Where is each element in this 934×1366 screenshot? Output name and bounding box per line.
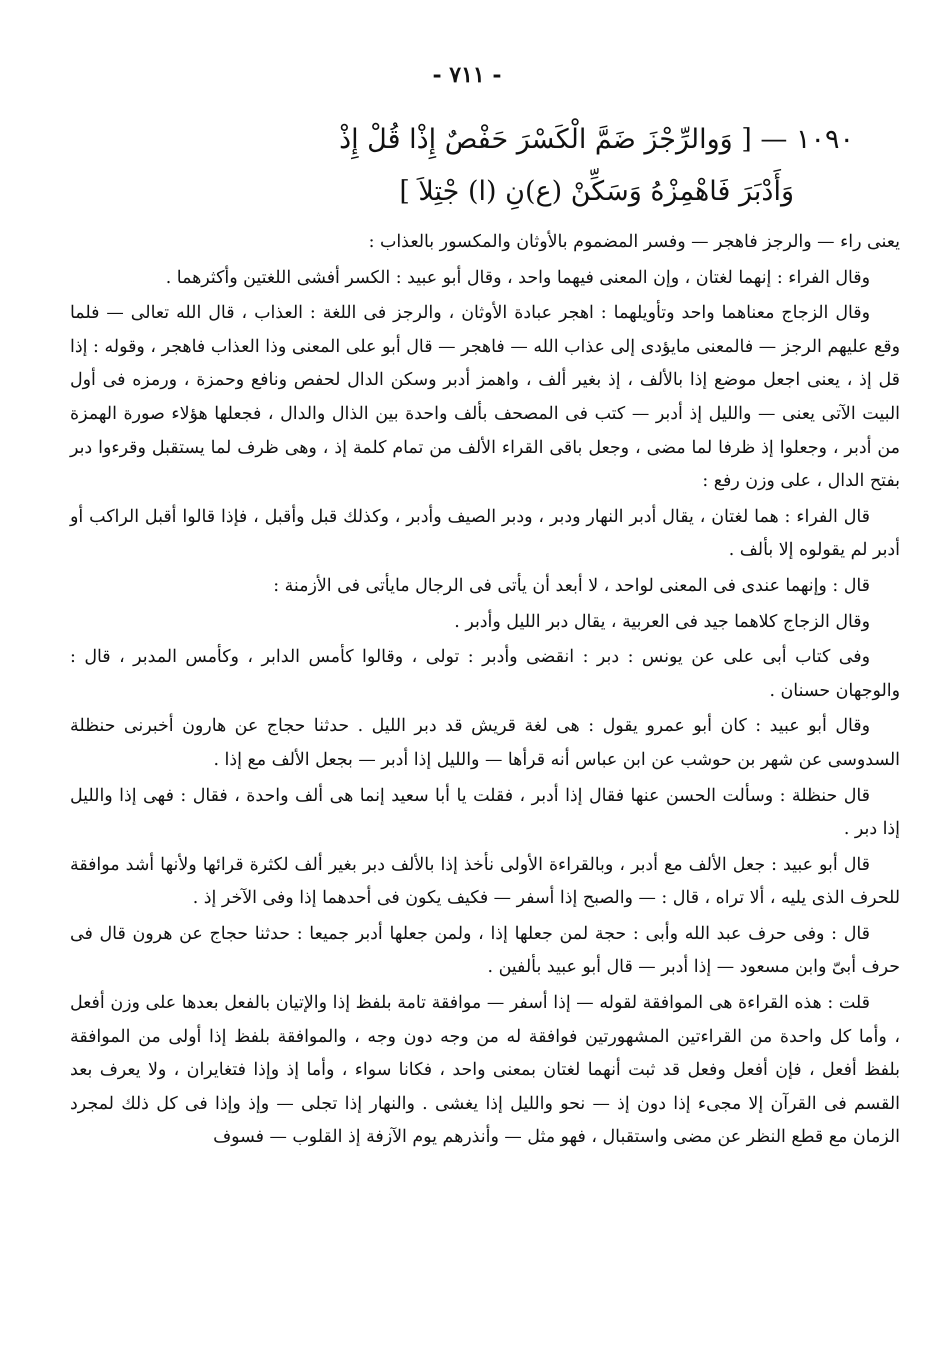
- paragraph: قال الفراء : هما لغتان ، يقال أدبر النهار ودبر ، ودبر الصيف وأدبر ، وكذلك قبل وأقبل ، فإذا قالوا أقبل الراكب أو أدبر لم يقولوه إلا بألف .: [70, 506, 900, 561]
- paragraph: يعنى راء — والرجز فاهجر — وفسر المضموم بالأوثان والمكسور بالعذاب :: [368, 232, 900, 252]
- paragraph: وقال الزجاج معناهما واحد وتأويلهما : اهجر عبادة الأوثان ، والرجز فى اللغة : العذاب ، قال الله تعالى — فلما وقع عليهم الرجز — فالمعنى مايؤدى إلى عذاب الله — فاهجر — قال أبو على المعنى وذا العذاب فاهجر ، وقوله : إذا قل إذ ، يعنى اجعل موضع إذا بالألف ، إذ بغير ألف ، واهمز أدبر وسكن الدال لحفص ونافع وحمزة ، ورمزه فى أول البيت الآتى يعنى — والليل إذ أدبر — كتب فى المصحف بألف واحدة بين الذال والدال ، فجعلها هؤلاء صورة الهمزة من أدبر ، وجعلوا إذ ظرفا لما مضى ، وجعل باقى القراء الألف من تمام كلمة إذ ، وهى ظرف لما يستقبل وقرءوا دبر بفتح الدال ، على وزن رفع :: [70, 303, 900, 492]
- paragraph: وقال الزجاج كلاهما جيد فى العربية ، يقال دبر الليل وأدبر .: [454, 611, 870, 632]
- paragraph: قال أبو عبيد : جعل الألف مع أدبر ، وبالقراءة الأولى نأخذ إذا بالألف دبر بغير ألف لكثرة قرائها ولأنها أشد موافقة للحرف الذى يليه ، ألا تراه ، قال : — والصبح إذا أسفر — فكيف يكون فى أحدهما إذا وفى الآخر إذ .: [70, 854, 900, 909]
- paragraph: قال : وإنهما عندى فى المعنى لواحد ، لا أبعد أن يأتى فى الرجال مايأتى فى الأزمنة :: [273, 575, 870, 596]
- paragraph: وقال الفراء : إنهما لغتان ، وإن المعنى فيهما واحد ، وقال أبو عبيد : الكسر أفشى اللغتين وأكثرهما .: [165, 267, 870, 288]
- paragraph: وقال أبو عبيد : كان أبو عمرو يقول : هى لغة قريش قد دبر الليل . حدثنا حجاج عن هارون أخبرنى حنظلة السدوسى عن شهر بن حوشب عن ابن عباس أنه قرأها — والليل إذا أدبر — بجعل الألف مع إذا .: [70, 716, 900, 770]
- page-number: - ٧١١ -: [432, 62, 502, 88]
- commentary-text: [70, 226, 900, 1157]
- paragraph: قال : وفى حرف عبد الله وأبى : حجة لمن جعلها إذا ، ولمن جعلها أدبر جميعا : حدثنا حجاج عن هرون قال فى حرف أبىّ وابن مسعود — إذا أدبر — قال أبو عبيد بألفين .: [70, 923, 900, 978]
- verse-line-1: ١٠٩٠ — [ وَوالرِّجْزَ ضَمَّ الْكَسْرَ حَفْصٌ إِذْا قُلْ إِذْ: [339, 124, 854, 155]
- paragraph: وفى كتاب أبى على عن يونس : دبر : انقضى وأدبر : تولى ، وقالوا كأمس الدابر ، وكأمس المدبر ، قال : والوجهان حسنان .: [70, 647, 900, 701]
- verse-line-2: وَأَدْبَرَ فَاهْمِزْهُ وَسَكِّنْ (ع)نِ (ا) جْتِلاَ ]: [399, 176, 794, 207]
- paragraph: قلت : هذه القراءة هى الموافقة لقوله — إذا أسفر — موافقة تامة بلفظ إذا والإتيان بالفعل بعدها على وزن أفعل ، وأما كل واحدة من القراءتين المشهورتين فوافقة له من وجه دون وجه ، والموافقة بلفظ إذا أولى من الموافقة بلفظ أفعل ، فإن أفعل وفعل قد ثبت أنهما لغتان بمعنى واحد ، فكانا سواء ، وأما إذ وإذا فتغايران ، ولا يعرف بعد القسم فى القرآن إلا مجىء إذا دون إذ — نحو والليل إذا يغشى . والنهار إذا تجلى — وإذ وإذا فى كل ذلك لمجرد الزمان مع قطع النظر عن مضى واستقبال ، فهو مثل — وأنذرهم يوم الآزفة إذ القلوب — فسوف: [70, 993, 900, 1148]
- paragraph: قال حنظلة : وسألت الحسن عنها فقال إذا أدبر ، فقلت يا أبا سعيد إنما هى ألف واحدة ، فقال : فهى إذا والليل إذا دبر .: [70, 785, 900, 840]
